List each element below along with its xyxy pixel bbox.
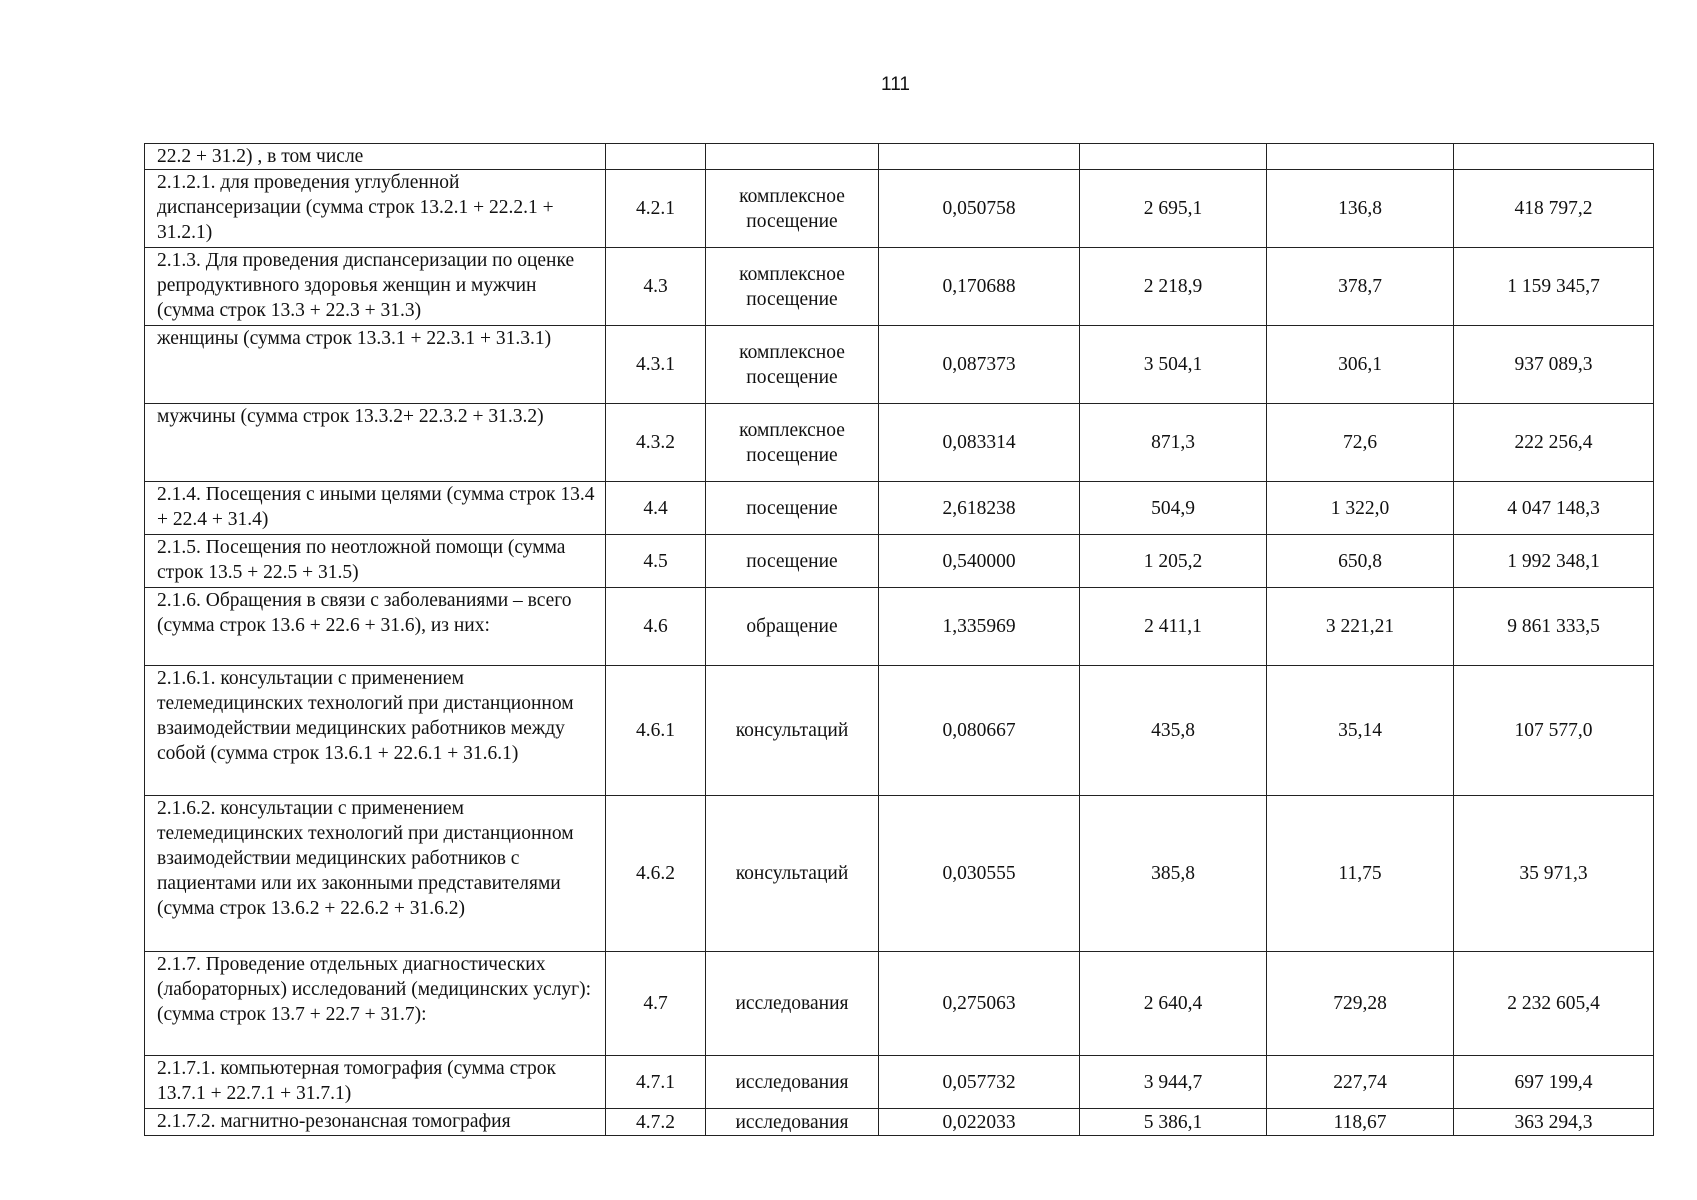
row-description: 2.1.6. Обращения в связи с заболеваниями – всего (сумма строк 13.6 + 22.6 + 31.6), из них: (145, 588, 606, 666)
unit-of-measure: комплексное посещение (706, 248, 879, 326)
row-description: 2.1.7. Проведение отдельных диагностических (лабораторных) исследований (медицинских услуг): (сумма строк 13.7 + 22.7 + 31.7): (145, 952, 606, 1056)
table-row (145, 535, 1654, 588)
unit-of-measure: комплексное посещение (706, 326, 879, 404)
volume-norm: 0,050758 (879, 170, 1080, 248)
total-cost: 35 971,3 (1454, 796, 1654, 952)
total-cost: 697 199,4 (1454, 1056, 1654, 1109)
row-description: 2.1.3. Для проведения диспансеризации по оценке репродуктивного здоровья женщин и мужчин (сумма строк 13.3 + 22.3 + 31.3) (145, 248, 606, 326)
table-row (145, 144, 1654, 170)
total-cost: 418 797,2 (1454, 170, 1654, 248)
unit-cost: 5 386,1 (1080, 1109, 1267, 1136)
per-capita-amount: 136,8 (1267, 170, 1454, 248)
unit-of-measure: исследования (706, 952, 879, 1056)
row-description: 2.1.7.2. магнитно-резонансная томография (145, 1109, 606, 1136)
unit-cost: 2 218,9 (1080, 248, 1267, 326)
per-capita-amount: 729,28 (1267, 952, 1454, 1056)
total-cost: 4 047 148,3 (1454, 482, 1654, 535)
total-cost: 9 861 333,5 (1454, 588, 1654, 666)
table-row (145, 1056, 1654, 1109)
table-body (145, 144, 1654, 1136)
row-description: 2.1.7.1. компьютерная томография (сумма строк 13.7.1 + 22.7.1 + 31.7.1) (145, 1056, 606, 1109)
volume-norm: 0,275063 (879, 952, 1080, 1056)
unit-cost: 385,8 (1080, 796, 1267, 952)
total-cost: 222 256,4 (1454, 404, 1654, 482)
row-description: 22.2 + 31.2) , в том числе (145, 144, 606, 170)
unit-cost: 2 411,1 (1080, 588, 1267, 666)
unit-of-measure (706, 144, 879, 170)
unit-cost: 435,8 (1080, 666, 1267, 796)
unit-of-measure: исследования (706, 1109, 879, 1136)
row-description: 2.1.2.1. для проведения углубленной диспансеризации (сумма строк 13.2.1 + 22.2.1 + 31.2.1) (145, 170, 606, 248)
volume-norm: 0,080667 (879, 666, 1080, 796)
unit-cost: 2 640,4 (1080, 952, 1267, 1056)
row-code: 4.6 (606, 588, 706, 666)
table-row (145, 482, 1654, 535)
volume-norm: 0,022033 (879, 1109, 1080, 1136)
total-cost: 937 089,3 (1454, 326, 1654, 404)
unit-of-measure: посещение (706, 535, 879, 588)
table-row (145, 666, 1654, 796)
unit-cost: 1 205,2 (1080, 535, 1267, 588)
unit-of-measure: исследования (706, 1056, 879, 1109)
total-cost: 2 232 605,4 (1454, 952, 1654, 1056)
per-capita-amount: 11,75 (1267, 796, 1454, 952)
table-row (145, 796, 1654, 952)
row-code: 4.7 (606, 952, 706, 1056)
unit-cost: 3 504,1 (1080, 326, 1267, 404)
table-row (145, 404, 1654, 482)
per-capita-amount: 306,1 (1267, 326, 1454, 404)
row-code: 4.5 (606, 535, 706, 588)
volume-norm: 1,335969 (879, 588, 1080, 666)
unit-cost: 3 944,7 (1080, 1056, 1267, 1109)
row-code: 4.2.1 (606, 170, 706, 248)
row-code: 4.4 (606, 482, 706, 535)
per-capita-amount: 650,8 (1267, 535, 1454, 588)
row-code: 4.3 (606, 248, 706, 326)
volume-norm: 0,057732 (879, 1056, 1080, 1109)
data-table (144, 143, 1654, 1136)
total-cost: 107 577,0 (1454, 666, 1654, 796)
total-cost: 1 159 345,7 (1454, 248, 1654, 326)
per-capita-amount: 35,14 (1267, 666, 1454, 796)
volume-norm: 0,540000 (879, 535, 1080, 588)
row-code: 4.7.2 (606, 1109, 706, 1136)
table-row (145, 170, 1654, 248)
total-cost: 1 992 348,1 (1454, 535, 1654, 588)
row-code: 4.6.1 (606, 666, 706, 796)
unit-of-measure: консультаций (706, 796, 879, 952)
row-code: 4.6.2 (606, 796, 706, 952)
volume-norm (879, 144, 1080, 170)
unit-cost (1080, 144, 1267, 170)
table-row (145, 248, 1654, 326)
table-row (145, 1109, 1654, 1136)
row-code: 4.3.2 (606, 404, 706, 482)
total-cost: 363 294,3 (1454, 1109, 1654, 1136)
row-code (606, 144, 706, 170)
unit-of-measure: обращение (706, 588, 879, 666)
unit-of-measure: посещение (706, 482, 879, 535)
row-description: 2.1.5. Посещения по неотложной помощи (сумма строк 13.5 + 22.5 + 31.5) (145, 535, 606, 588)
volume-norm: 0,083314 (879, 404, 1080, 482)
table-row (145, 326, 1654, 404)
table-row (145, 952, 1654, 1056)
unit-cost: 504,9 (1080, 482, 1267, 535)
per-capita-amount: 3 221,21 (1267, 588, 1454, 666)
per-capita-amount: 72,6 (1267, 404, 1454, 482)
per-capita-amount: 118,67 (1267, 1109, 1454, 1136)
page-number: 111 (881, 74, 910, 95)
unit-of-measure: комплексное посещение (706, 404, 879, 482)
row-description: 2.1.4. Посещения с иными целями (сумма строк 13.4 + 22.4 + 31.4) (145, 482, 606, 535)
table-row (145, 588, 1654, 666)
volume-norm: 0,030555 (879, 796, 1080, 952)
volume-norm: 0,170688 (879, 248, 1080, 326)
row-description: женщины (сумма строк 13.3.1 + 22.3.1 + 31.3.1) (145, 326, 606, 404)
row-code: 4.7.1 (606, 1056, 706, 1109)
per-capita-amount: 227,74 (1267, 1056, 1454, 1109)
unit-of-measure: консультаций (706, 666, 879, 796)
volume-norm: 2,618238 (879, 482, 1080, 535)
volume-norm: 0,087373 (879, 326, 1080, 404)
row-description: 2.1.6.2. консультации с применением телемедицинских технологий при дистанционном взаимодействии медицинских работников с пациентами или их законными представителями (сумма строк 13.6.2 + 22.6.2 + 31.6.2) (145, 796, 606, 952)
total-cost (1454, 144, 1654, 170)
per-capita-amount: 378,7 (1267, 248, 1454, 326)
row-code: 4.3.1 (606, 326, 706, 404)
unit-of-measure: комплексное посещение (706, 170, 879, 248)
row-description: мужчины (сумма строк 13.3.2+ 22.3.2 + 31.3.2) (145, 404, 606, 482)
unit-cost: 2 695,1 (1080, 170, 1267, 248)
per-capita-amount (1267, 144, 1454, 170)
unit-cost: 871,3 (1080, 404, 1267, 482)
per-capita-amount: 1 322,0 (1267, 482, 1454, 535)
row-description: 2.1.6.1. консультации с применением телемедицинских технологий при дистанционном взаимодействии медицинских работников между собой (сумма строк 13.6.1 + 22.6.1 + 31.6.1) (145, 666, 606, 796)
